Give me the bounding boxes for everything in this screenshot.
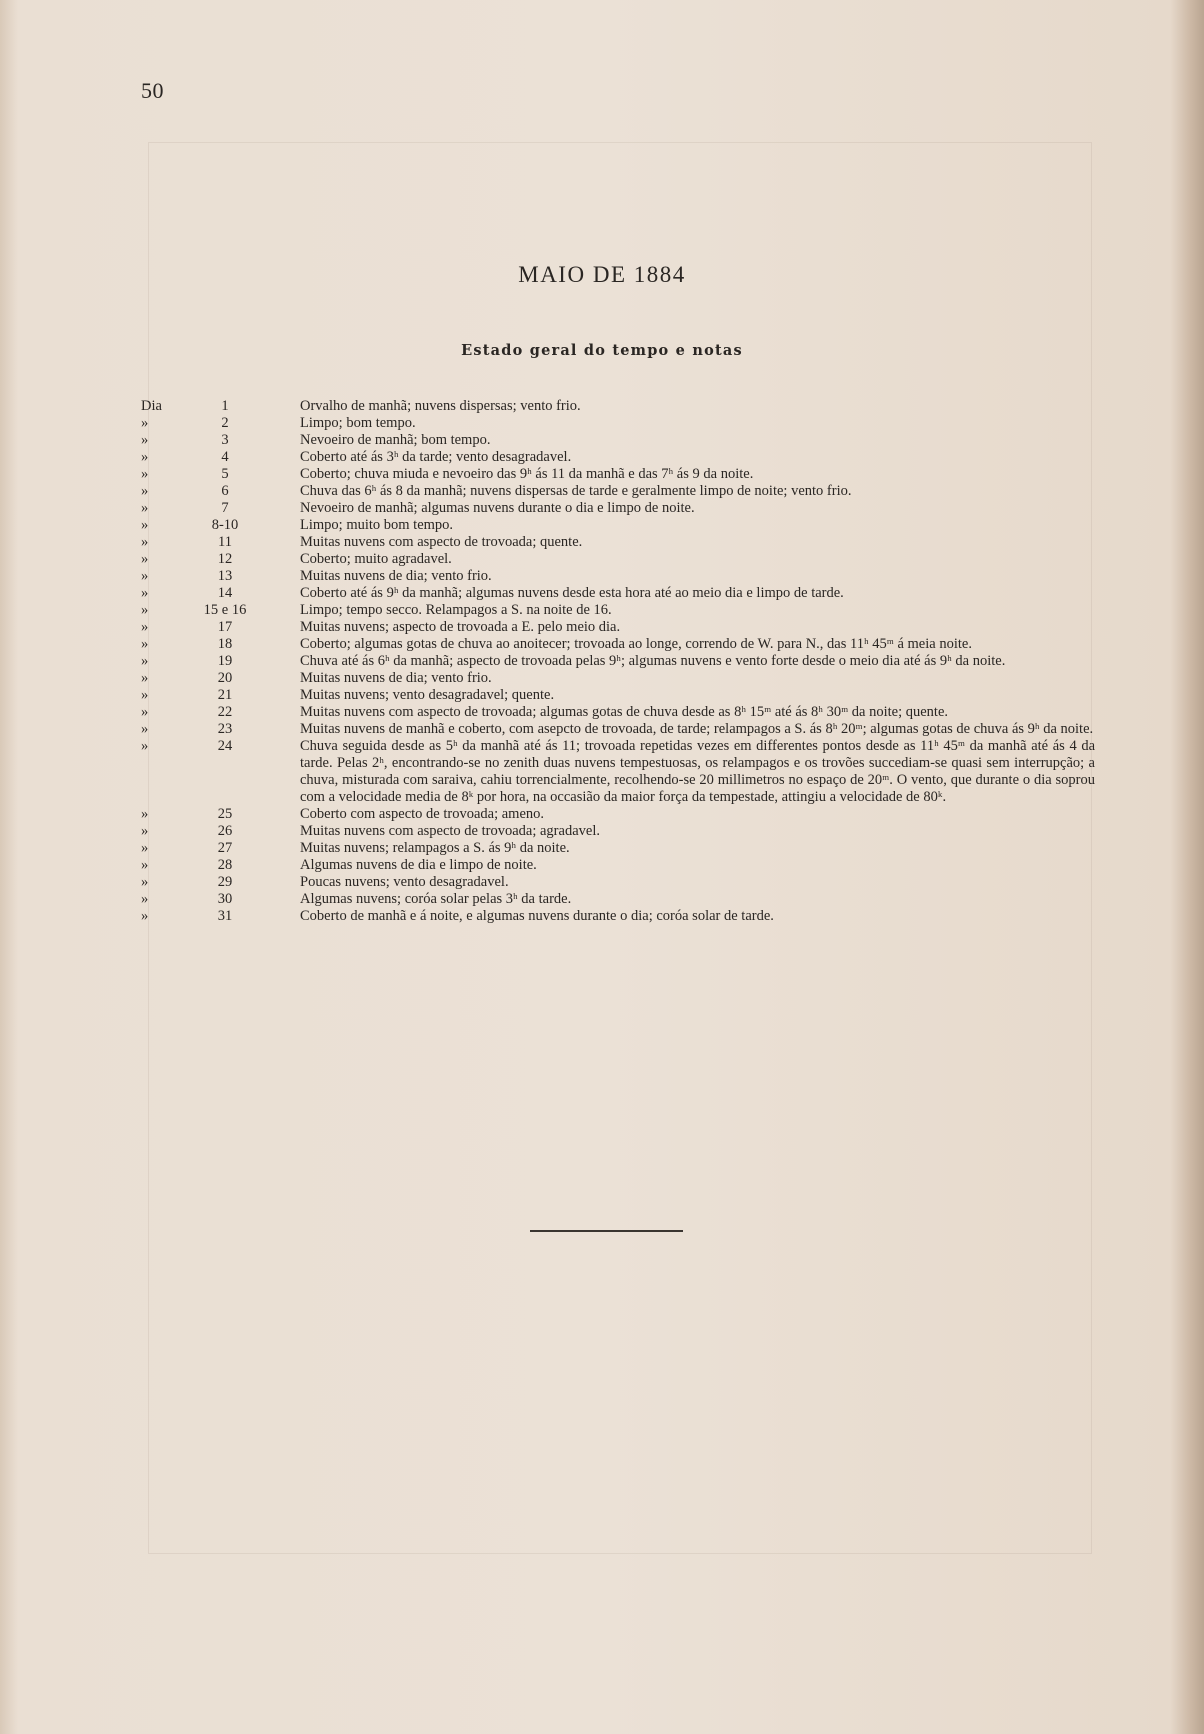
day-number: 18 [217, 636, 233, 652]
entry-row [135, 517, 1095, 534]
dia-marker: » [141, 517, 149, 533]
weather-note: Coberto; muito agradavel. [300, 551, 452, 567]
entry-row [135, 551, 1095, 568]
weather-note: Chuva seguida desde as 5ʰ da manhã até ás 11; trovoada repetidas vezes em differentes pontos desde as 11ʰ 45ᵐ da manhã até ás 4 da tarde. Pelas 2ʰ, encontrando-se no zenith duas nuvens tempestuosas, os relampagos e os trovões succediam-se quasi sem interrupção; a chuva, misturada com saraiva, cahiu torrencialmente, recolhendo-se 20 millimetros no espaço de 20ᵐ. O vento, que durante o dia soprou com a velocidade media de 8ᵏ por hora, na occasião da maior força da tempestade, attingiu a velocidade de 80ᵏ. [300, 738, 1095, 805]
weather-note: Coberto até ás 9ʰ da manhã; algumas nuvens desde esta hora até ao meio dia e limpo de tarde. [300, 585, 844, 601]
day-number: 20 [217, 670, 233, 686]
day-number: 27 [217, 840, 233, 856]
day-number: 24 [217, 738, 233, 754]
weather-note: Muitas nuvens com aspecto de trovoada; algumas gotas de chuva desde as 8ʰ 15ᵐ até ás 8ʰ 30ᵐ da noite; quente. [300, 704, 949, 720]
weather-note: Coberto; chuva miuda e nevoeiro das 9ʰ ás 11 da manhã e das 7ʰ ás 9 da noite. [300, 466, 754, 482]
day-number: 8-10 [211, 517, 239, 533]
dia-marker: » [141, 619, 149, 635]
dia-marker: » [141, 891, 149, 907]
entry-row [135, 823, 1095, 840]
dia-marker: » [141, 432, 149, 448]
page-title: MAIO DE 1884 [518, 262, 686, 287]
entry-row [135, 806, 1095, 823]
entry-row [135, 432, 1095, 449]
day-number: 6 [221, 483, 229, 499]
dia-marker: » [141, 857, 149, 873]
dia-marker: » [141, 534, 149, 550]
dia-marker: » [141, 687, 149, 703]
day-number: 2 [221, 415, 229, 431]
weather-note: Coberto até ás 3ʰ da tarde; vento desagradavel. [300, 449, 572, 465]
day-number: 23 [217, 721, 233, 737]
dia-marker: » [141, 670, 149, 686]
entry-row [135, 449, 1095, 466]
entry-row [135, 500, 1095, 517]
weather-note: Limpo; tempo secco. Relampagos a S. na noite de 16. [300, 602, 612, 618]
day-number: 29 [217, 874, 233, 890]
weather-note: Chuva até ás 6ʰ da manhã; aspecto de trovoada pelas 9ʰ; algumas nuvens e vento forte desde o meio dia até ás 9ʰ da noite. [300, 653, 1006, 669]
day-number: 4 [221, 449, 229, 465]
dia-marker: » [141, 806, 149, 822]
weather-note: Muitas nuvens de manhã e coberto, com asepcto de trovoada, de tarde; relampagos a S. ás 8ʰ 20ᵐ; algumas gotas de chuva ás 9ʰ da noite. [300, 721, 1094, 737]
day-number: 1 [221, 398, 229, 414]
day-number: 19 [217, 653, 233, 669]
weather-note: Limpo; bom tempo. [300, 415, 416, 431]
weather-note: Muitas nuvens de dia; vento frio. [300, 568, 492, 584]
entry-row [135, 874, 1095, 891]
weather-note: Algumas nuvens; coróa solar pelas 3ʰ da tarde. [300, 891, 572, 907]
page-number: 50 [141, 78, 164, 103]
day-number: 14 [217, 585, 233, 601]
dia-marker: » [141, 636, 149, 652]
weather-note: Chuva das 6ʰ ás 8 da manhã; nuvens dispersas de tarde e geralmente limpo de noite; vento frio. [300, 483, 852, 499]
entry-row [135, 738, 1095, 806]
weather-note: Nevoeiro de manhã; bom tempo. [300, 432, 491, 448]
day-number: 15 e 16 [203, 602, 247, 618]
entry-row [135, 704, 1095, 721]
dia-marker: » [141, 908, 149, 924]
dia-marker: » [141, 721, 149, 737]
entry-row [135, 721, 1095, 738]
entry-row [135, 670, 1095, 687]
weather-note: Coberto de manhã e á noite, e algumas nuvens durante o dia; coróa solar de tarde. [300, 908, 774, 924]
dia-marker: » [141, 585, 149, 601]
entry-row [135, 466, 1095, 483]
dia-marker: » [141, 568, 149, 584]
weather-note: Coberto com aspecto de trovoada; ameno. [300, 806, 545, 822]
weather-note: Muitas nuvens; aspecto de trovoada a E. pelo meio dia. [300, 619, 621, 635]
weather-note: Muitas nuvens; relampagos a S. ás 9ʰ da noite. [300, 840, 570, 856]
weather-note: Poucas nuvens; vento desagradavel. [300, 874, 509, 890]
weather-note: Muitas nuvens; vento desagradavel; quente. [300, 687, 555, 703]
dia-marker: » [141, 840, 149, 856]
entry-row [135, 585, 1095, 602]
day-number: 21 [217, 687, 233, 703]
dia-marker: » [141, 874, 149, 890]
weather-note: Algumas nuvens de dia e limpo de noite. [300, 857, 537, 873]
weather-note: Muitas nuvens com aspecto de trovoada; quente. [300, 534, 583, 550]
day-number: 13 [217, 568, 233, 584]
entry-row [135, 653, 1095, 670]
weather-notes-list [135, 398, 1095, 925]
entry-row [135, 857, 1095, 874]
day-number: 28 [217, 857, 233, 873]
entry-row [135, 534, 1095, 551]
day-number: 5 [221, 466, 229, 482]
weather-note: Orvalho de manhã; nuvens dispersas; vento frio. [300, 398, 581, 414]
dia-marker: » [141, 602, 149, 618]
dia-marker: » [141, 738, 149, 754]
section-subtitle: Estado geral do tempo e notas [461, 342, 743, 359]
closing-rule [530, 1230, 683, 1232]
day-number: 30 [217, 891, 233, 907]
dia-marker: » [141, 500, 149, 516]
dia-marker: » [141, 466, 149, 482]
weather-note: Muitas nuvens de dia; vento frio. [300, 670, 492, 686]
weather-note: Nevoeiro de manhã; algumas nuvens durante o dia e limpo de noite. [300, 500, 695, 516]
weather-note: Muitas nuvens com aspecto de trovoada; agradavel. [300, 823, 600, 839]
day-number: 25 [217, 806, 233, 822]
entry-row [135, 619, 1095, 636]
day-number: 26 [217, 823, 233, 839]
dia-marker: » [141, 704, 149, 720]
day-number: 17 [217, 619, 233, 635]
day-number: 12 [217, 551, 233, 567]
dia-marker: » [141, 449, 149, 465]
dia-marker: » [141, 653, 149, 669]
entry-row [135, 398, 1095, 415]
dia-marker: » [141, 415, 149, 431]
entry-row [135, 636, 1095, 653]
day-number: 11 [218, 534, 232, 550]
entry-row [135, 908, 1095, 925]
dia-marker: Dia [141, 398, 162, 414]
entry-row [135, 483, 1095, 500]
day-number: 22 [217, 704, 233, 720]
entry-row [135, 602, 1095, 619]
weather-note: Coberto; algumas gotas de chuva ao anoitecer; trovoada ao longe, correndo de W. para N., das 11ʰ 45ᵐ á meia noite. [300, 636, 972, 652]
dia-marker: » [141, 483, 149, 499]
entry-row [135, 840, 1095, 857]
entry-row [135, 568, 1095, 585]
day-number: 3 [221, 432, 229, 448]
entry-row [135, 891, 1095, 908]
dia-marker: » [141, 551, 149, 567]
entry-row [135, 687, 1095, 704]
day-number: 7 [221, 500, 229, 516]
weather-note: Limpo; muito bom tempo. [300, 517, 454, 533]
entry-row [135, 415, 1095, 432]
dia-marker: » [141, 823, 149, 839]
day-number: 31 [217, 908, 233, 924]
